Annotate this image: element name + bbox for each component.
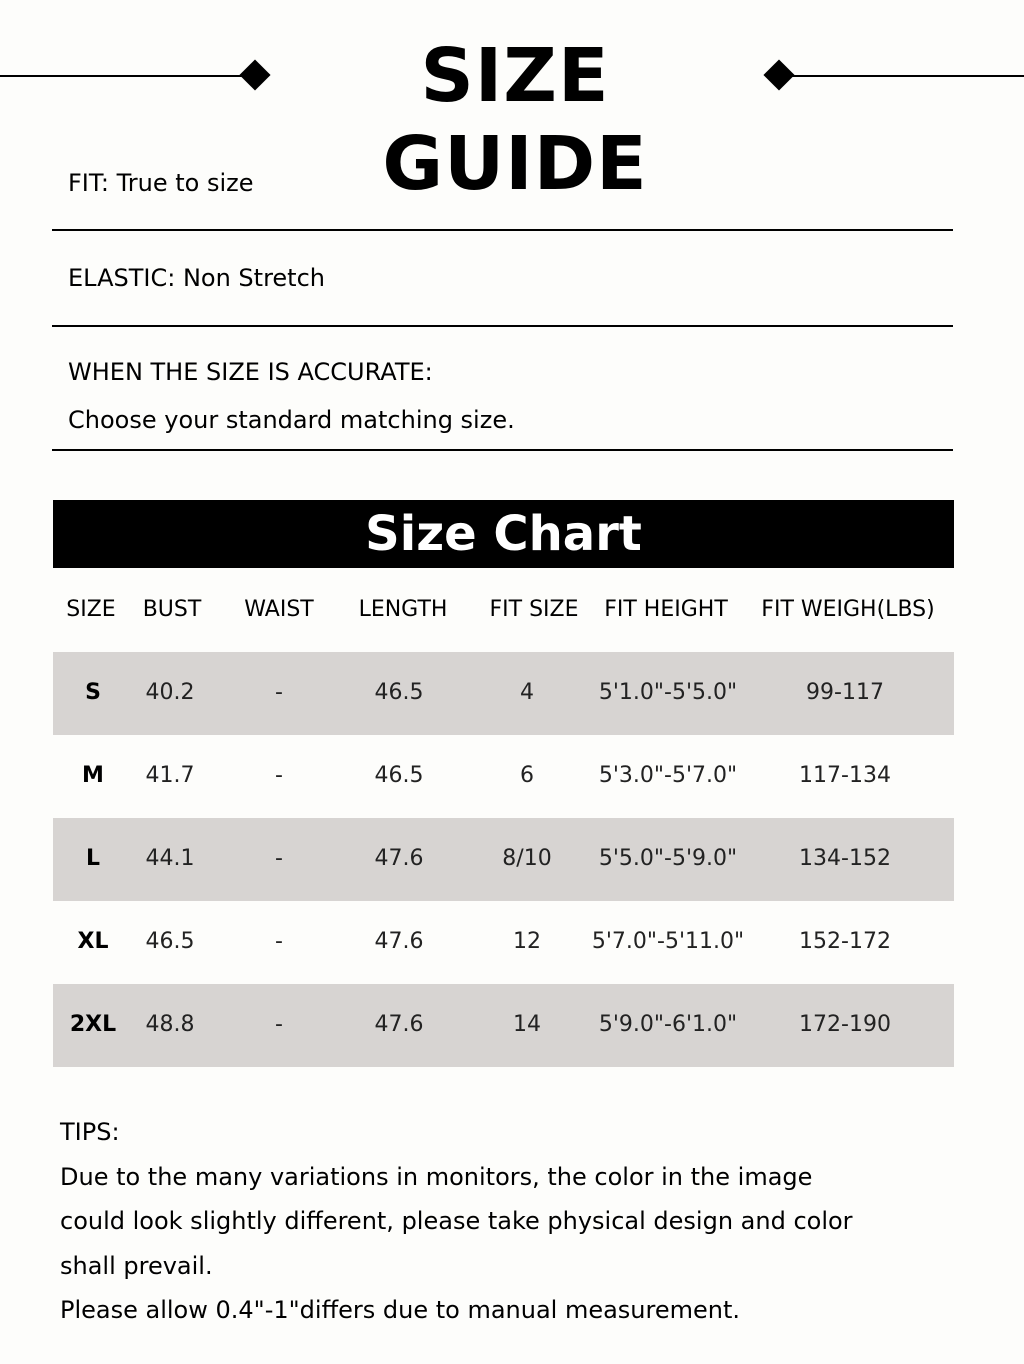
cell-fit-height: 5'9.0"-6'1.0" — [598, 1012, 738, 1037]
cell-bust: 48.8 — [145, 1012, 195, 1037]
header-length: LENGTH — [358, 597, 448, 622]
header-fit-weight: FIT WEIGH(LBS) — [761, 597, 935, 622]
cell-size: S — [85, 680, 101, 705]
accuracy-section — [52, 327, 953, 451]
cell-fit-height: 5'1.0"-5'5.0" — [598, 680, 738, 705]
table-row — [53, 901, 954, 984]
tips-line: Due to the many variations in monitors, the color in the image — [60, 1162, 813, 1191]
cell-length: 46.5 — [374, 680, 424, 705]
table-row — [53, 818, 954, 901]
cell-fit-size: 6 — [520, 763, 534, 788]
header-fit-height: FIT HEIGHT — [604, 597, 728, 622]
accuracy-heading: WHEN THE SIZE IS ACCURATE: — [68, 358, 433, 386]
cell-bust: 46.5 — [145, 929, 195, 954]
table-row — [53, 652, 954, 735]
cell-waist: - — [275, 1012, 283, 1037]
cell-waist: - — [275, 763, 283, 788]
table-row — [53, 984, 954, 1067]
cell-fit-weight: 117-134 — [799, 763, 891, 788]
cell-size: L — [85, 846, 101, 871]
cell-waist: - — [275, 846, 283, 871]
table-body — [53, 652, 954, 1067]
size-table — [53, 580, 954, 1037]
accuracy-text: Choose your standard matching size. — [68, 406, 515, 434]
header-bust: BUST — [142, 597, 202, 622]
fit-section — [52, 150, 953, 231]
cell-fit-size: 14 — [513, 1012, 541, 1037]
cell-bust: 41.7 — [145, 763, 195, 788]
cell-fit-size: 4 — [520, 680, 534, 705]
table-header-row — [53, 580, 954, 640]
diamond-left-icon — [239, 59, 270, 90]
cell-waist: - — [275, 680, 283, 705]
tips-heading: TIPS: — [60, 1118, 120, 1146]
cell-fit-height: 5'3.0"-5'7.0" — [598, 763, 738, 788]
tips-line: shall prevail. — [60, 1251, 213, 1280]
page-title: SIZE GUIDE — [382, 33, 648, 207]
cell-fit-weight: 99-117 — [806, 680, 884, 705]
tips-section — [60, 1110, 970, 1333]
tips-line: could look slightly different, please take physical design and color — [60, 1207, 853, 1235]
title-divider-left — [0, 75, 248, 77]
size-chart-banner: Size Chart — [53, 500, 954, 568]
fit-text: FIT: True to size — [68, 169, 254, 197]
cell-length: 47.6 — [374, 929, 424, 954]
cell-size: XL — [77, 929, 109, 954]
cell-fit-weight: 172-190 — [799, 1012, 891, 1037]
cell-waist: - — [275, 929, 283, 954]
cell-fit-size: 8/10 — [502, 846, 552, 871]
cell-fit-height: 5'7.0"-5'11.0" — [591, 929, 745, 954]
cell-length: 47.6 — [374, 1012, 424, 1037]
cell-bust: 40.2 — [145, 680, 195, 705]
table-row — [53, 735, 954, 818]
cell-length: 47.6 — [374, 846, 424, 871]
cell-fit-weight: 152-172 — [799, 929, 891, 954]
cell-fit-height: 5'5.0"-5'9.0" — [598, 846, 738, 871]
elastic-section — [52, 231, 953, 327]
header-waist: WAIST — [244, 597, 314, 622]
cell-length: 46.5 — [374, 763, 424, 788]
cell-size: M — [82, 763, 104, 788]
tips-line: Please allow 0.4"-1"differs due to manual measurement. — [60, 1296, 741, 1324]
header-fit-size: FIT SIZE — [489, 597, 579, 622]
cell-size: 2XL — [69, 1012, 117, 1037]
header-size: SIZE — [66, 597, 116, 622]
cell-fit-weight: 134-152 — [799, 846, 891, 871]
cell-bust: 44.1 — [145, 846, 195, 871]
title-divider-right — [788, 75, 1024, 77]
cell-fit-size: 12 — [513, 929, 541, 954]
elastic-text: ELASTIC: Non Stretch — [68, 264, 325, 292]
